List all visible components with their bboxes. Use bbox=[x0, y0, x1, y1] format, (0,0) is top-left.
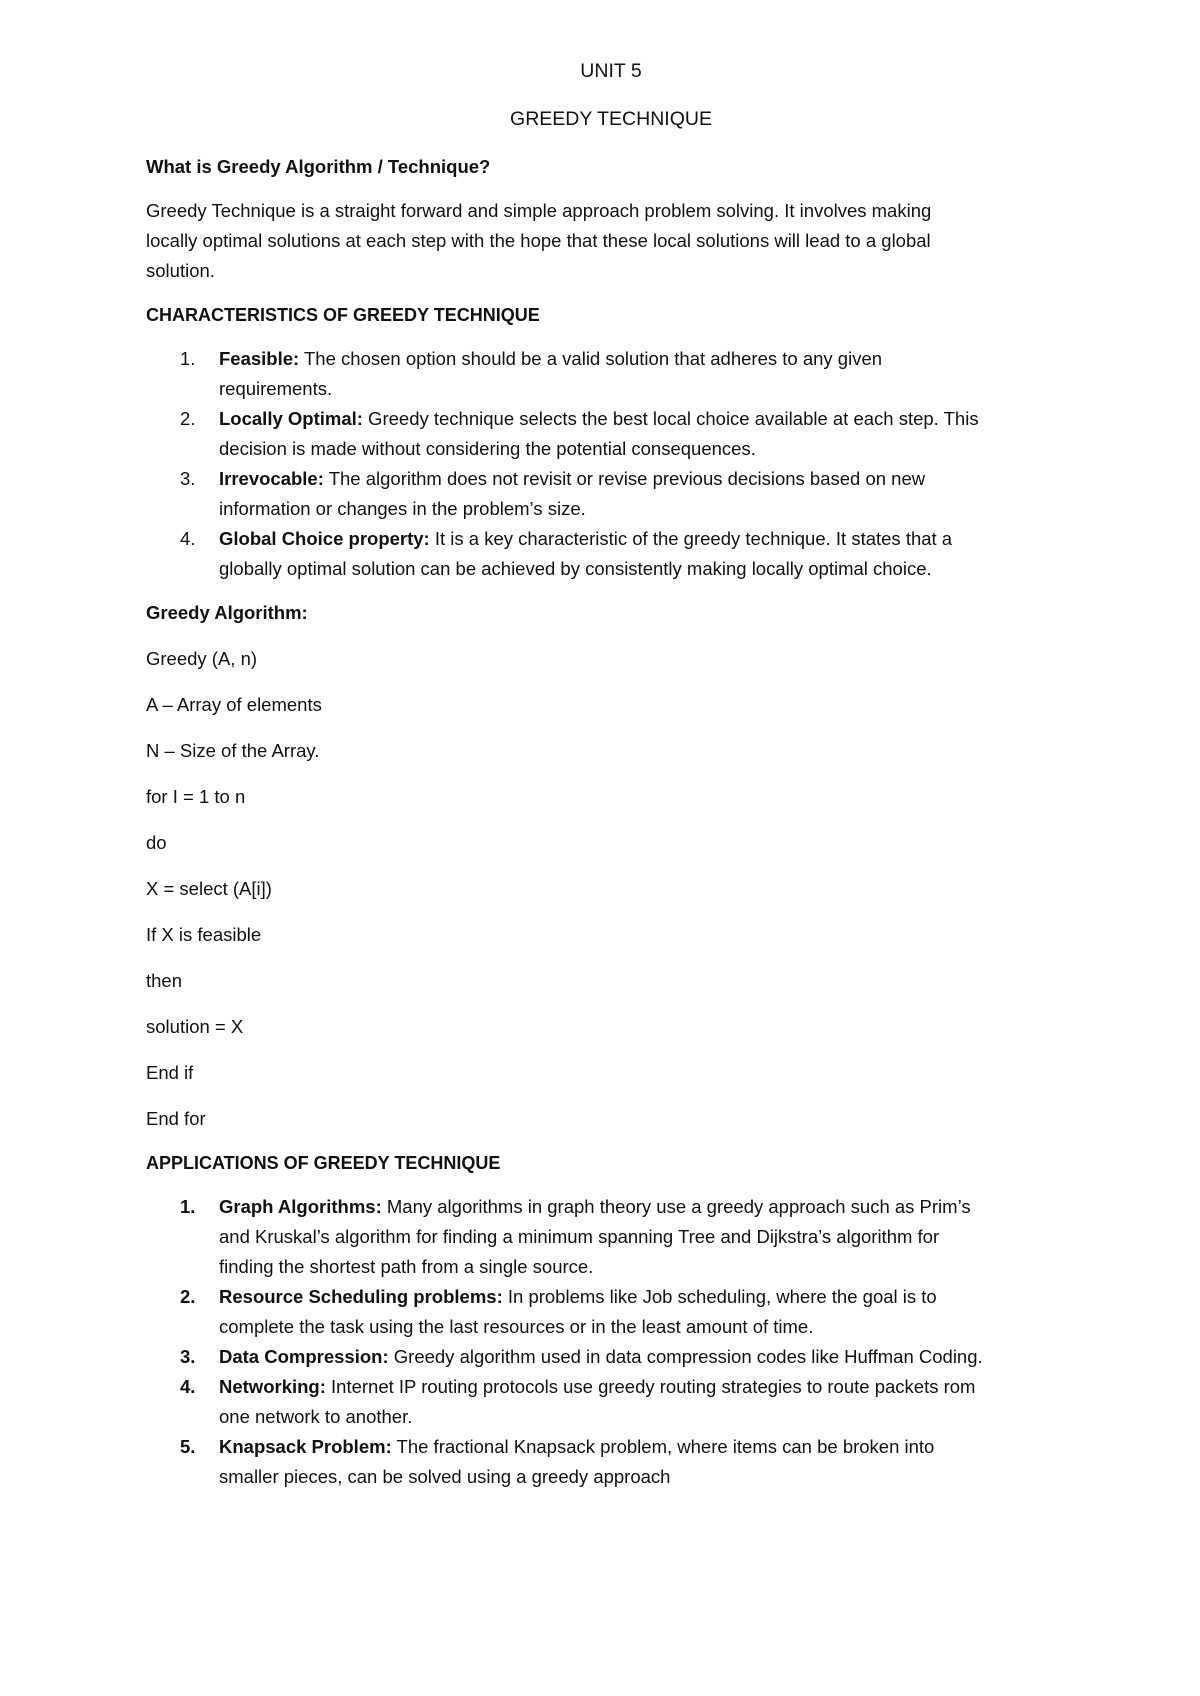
code-line: X = select (A[i]) bbox=[146, 878, 272, 899]
list-item bbox=[146, 1282, 1076, 1342]
item-number: 4. bbox=[180, 528, 196, 549]
item-term: Locally Optimal: bbox=[219, 408, 363, 429]
item-text: The chosen option should be a valid solution that adheres to any given bbox=[299, 348, 883, 369]
characteristics-list bbox=[146, 344, 1076, 584]
item-text: one network to another. bbox=[219, 1406, 413, 1427]
list-item bbox=[146, 404, 1076, 464]
item-number: 5. bbox=[180, 1436, 196, 1457]
item-text: requirements. bbox=[219, 378, 333, 399]
item-text: The fractional Knapsack problem, where items can be broken into bbox=[391, 1436, 935, 1457]
intro-line: locally optimal solutions at each step with the hope that these local solutions will lead to a global bbox=[146, 230, 931, 251]
item-text: Internet IP routing protocols use greedy routing strategies to route packets rom bbox=[325, 1376, 976, 1397]
item-number: 2. bbox=[180, 408, 196, 429]
intro-line: solution. bbox=[146, 260, 215, 281]
item-term: Resource Scheduling problems: bbox=[219, 1286, 503, 1307]
code-line: then bbox=[146, 970, 183, 991]
item-term: Data Compression: bbox=[219, 1346, 389, 1367]
list-item bbox=[146, 1372, 1076, 1432]
item-term: Global Choice property: bbox=[219, 528, 430, 549]
item-text: It is a key characteristic of the greedy technique. It states that a bbox=[429, 528, 953, 549]
item-number: 3. bbox=[180, 1346, 196, 1367]
intro-paragraph bbox=[146, 196, 1076, 286]
code-line: End if bbox=[146, 1062, 194, 1083]
applications-list bbox=[146, 1192, 1076, 1492]
list-item bbox=[146, 1342, 1076, 1372]
item-text: In problems like Job scheduling, where the goal is to bbox=[502, 1286, 937, 1307]
item-number: 1. bbox=[180, 348, 196, 369]
item-text: Many algorithms in graph theory use a greedy approach such as Prim’s bbox=[381, 1196, 971, 1217]
applications-heading: APPLICATIONS OF GREEDY TECHNIQUE bbox=[146, 1153, 501, 1173]
item-text: Greedy algorithm used in data compression codes like Huffman Coding. bbox=[388, 1346, 983, 1367]
list-item bbox=[146, 1192, 1076, 1282]
item-text: Greedy technique selects the best local choice available at each step. This bbox=[362, 408, 979, 429]
code-line: Greedy (A, n) bbox=[146, 648, 258, 669]
list-item bbox=[146, 1432, 1076, 1492]
item-number: 2. bbox=[180, 1286, 196, 1307]
characteristics-heading: CHARACTERISTICS OF GREEDY TECHNIQUE bbox=[146, 305, 540, 325]
item-term: Knapsack Problem: bbox=[219, 1436, 392, 1457]
list-item bbox=[146, 464, 1076, 524]
item-text: complete the task using the last resources or in the least amount of time. bbox=[219, 1316, 814, 1337]
code-line: End for bbox=[146, 1108, 206, 1129]
code-line: If X is feasible bbox=[146, 924, 262, 945]
item-text: smaller pieces, can be solved using a greedy approach bbox=[219, 1466, 671, 1487]
code-line: for I = 1 to n bbox=[146, 786, 246, 807]
unit-title: UNIT 5 bbox=[580, 60, 642, 82]
item-term: Irrevocable: bbox=[219, 468, 324, 489]
item-text: and Kruskal’s algorithm for finding a minimum spanning Tree and Dijkstra’s algorithm for bbox=[219, 1226, 940, 1247]
item-text: decision is made without considering the potential consequences. bbox=[219, 438, 756, 459]
question-heading: What is Greedy Algorithm / Technique? bbox=[146, 156, 491, 177]
intro-line: Greedy Technique is a straight forward and simple approach problem solving. It involves making bbox=[146, 200, 932, 221]
item-text: globally optimal solution can be achieved by consistently making locally optimal choice. bbox=[219, 558, 932, 579]
code-line: N – Size of the Array. bbox=[146, 740, 320, 761]
item-text: The algorithm does not revisit or revise previous decisions based on new bbox=[323, 468, 926, 489]
document-content bbox=[146, 56, 1076, 1492]
item-text: information or changes in the problem’s size. bbox=[219, 498, 586, 519]
item-text: finding the shortest path from a single source. bbox=[219, 1256, 594, 1277]
algorithm-code bbox=[146, 644, 1076, 1134]
item-number: 1. bbox=[180, 1196, 196, 1217]
list-item bbox=[146, 344, 1076, 404]
list-item bbox=[146, 524, 1076, 584]
algorithm-heading: Greedy Algorithm: bbox=[146, 602, 308, 623]
item-number: 3. bbox=[180, 468, 196, 489]
code-line: solution = X bbox=[146, 1016, 244, 1037]
item-term: Networking: bbox=[219, 1376, 326, 1397]
code-line: A – Array of elements bbox=[146, 694, 322, 715]
item-term: Feasible: bbox=[219, 348, 300, 369]
page-title: GREEDY TECHNIQUE bbox=[510, 108, 712, 130]
code-line: do bbox=[146, 832, 167, 853]
item-number: 4. bbox=[180, 1376, 196, 1397]
item-term: Graph Algorithms: bbox=[219, 1196, 382, 1217]
